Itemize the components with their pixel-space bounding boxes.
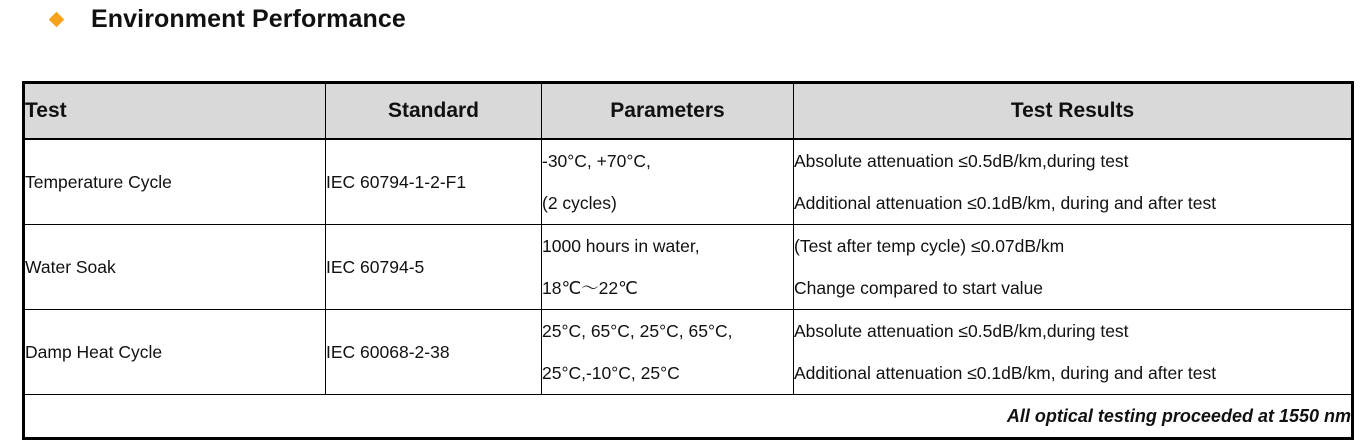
result-line: Absolute attenuation ≤0.5dB/km,during test <box>794 321 1129 341</box>
parameter-line: 18℃～22℃ <box>542 278 638 298</box>
footer-note: All optical testing proceeded at 1550 nm <box>24 395 1353 439</box>
section-heading <box>46 2 406 36</box>
table-footer-row <box>24 395 1353 439</box>
section-title: Environment Performance <box>91 4 406 33</box>
table-row <box>24 139 1353 225</box>
cell-parameters <box>542 139 794 225</box>
table-header-row <box>24 83 1353 140</box>
cell-test-name: Damp Heat Cycle <box>24 310 326 395</box>
table-row <box>24 310 1353 395</box>
result-line: (Test after temp cycle) ≤0.07dB/km <box>794 236 1065 256</box>
result-line: Absolute attenuation ≤0.5dB/km,during test <box>794 151 1129 171</box>
column-header-test: Test <box>24 83 326 140</box>
parameter-line: 25°C, 65°C, 25°C, 65°C, <box>542 321 733 341</box>
cell-standard: IEC 60794-5 <box>326 225 542 310</box>
cell-parameters <box>542 225 794 310</box>
diamond-bullet-icon <box>49 11 65 27</box>
cell-test-results <box>794 139 1353 225</box>
result-line: Additional attenuation ≤0.1dB/km, during and after test <box>794 363 1217 383</box>
parameter-line: 1000 hours in water, <box>542 236 700 256</box>
cell-test-results <box>794 225 1353 310</box>
parameter-line: (2 cycles) <box>542 193 617 213</box>
parameter-line: -30°C, +70°C, <box>542 151 651 171</box>
environment-performance-table <box>22 81 1354 440</box>
parameter-line: 25°C,-10°C, 25°C <box>542 363 680 383</box>
column-header-standard: Standard <box>326 83 542 140</box>
column-header-parameters: Parameters <box>542 83 794 140</box>
cell-test-results <box>794 310 1353 395</box>
result-line: Change compared to start value <box>794 278 1044 298</box>
cell-test-name: Water Soak <box>24 225 326 310</box>
cell-test-name: Temperature Cycle <box>24 139 326 225</box>
column-header-test-results: Test Results <box>794 83 1353 140</box>
cell-parameters <box>542 310 794 395</box>
cell-standard: IEC 60794-1-2-F1 <box>326 139 542 225</box>
cell-standard: IEC 60068-2-38 <box>326 310 542 395</box>
result-line: Additional attenuation ≤0.1dB/km, during and after test <box>794 193 1217 213</box>
table-row <box>24 225 1353 310</box>
